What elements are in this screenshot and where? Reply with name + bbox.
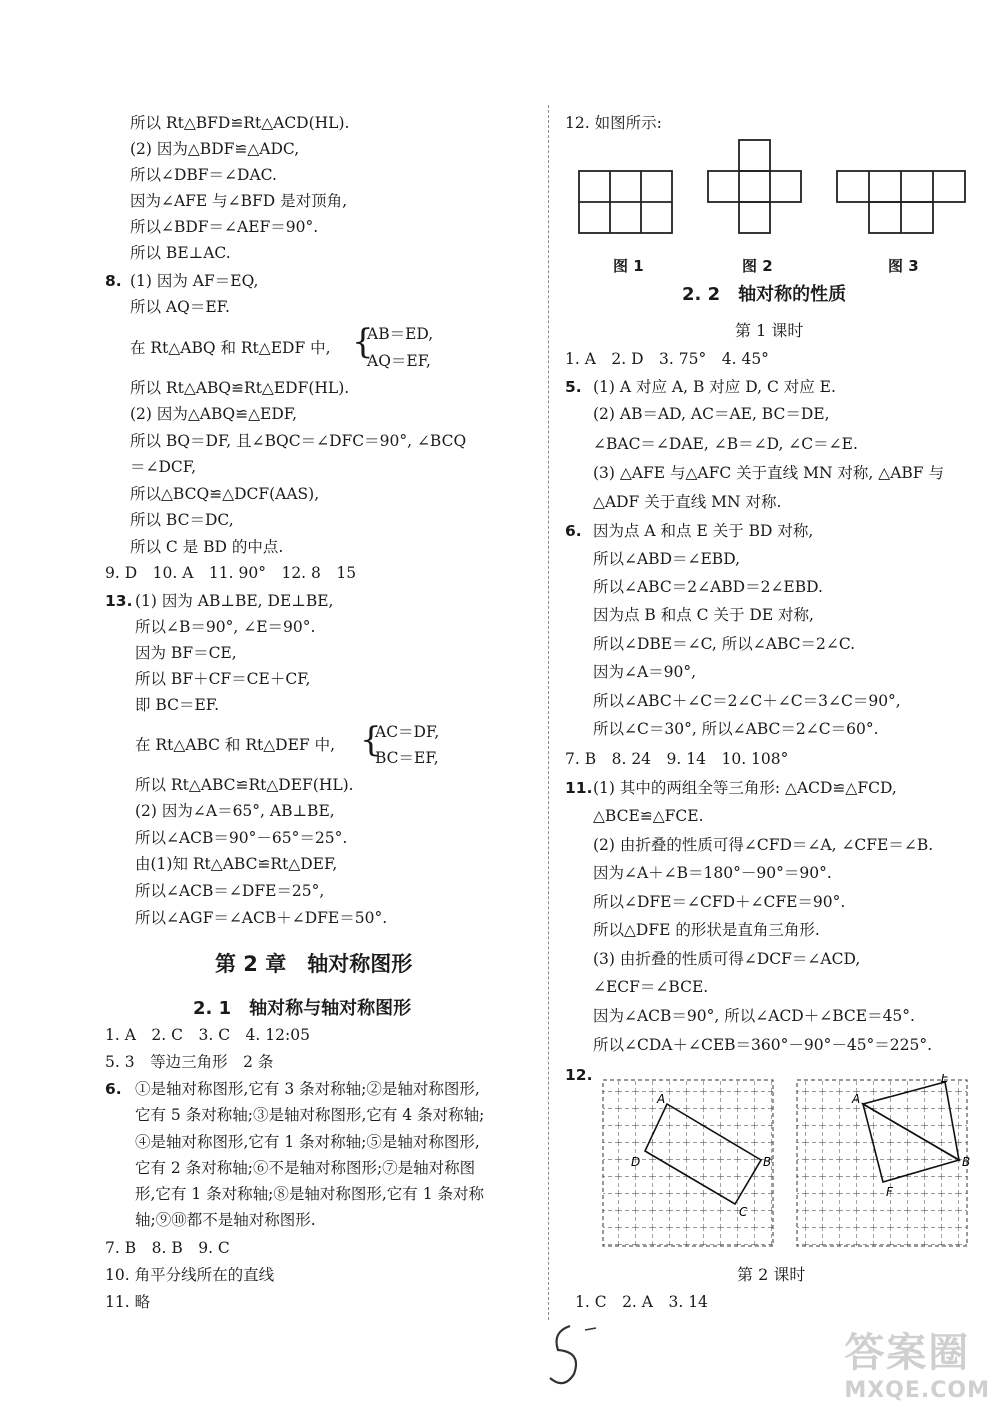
text-line: 所以∠ABC＝2∠ABD＝2∠EBD.: [593, 578, 823, 596]
answer-line: 9. D 10. A 11. 90° 12. 8 15: [105, 564, 357, 582]
text-line: 所以 BQ＝DF, 且∠BQC＝∠DFC＝90°, ∠BCQ: [130, 432, 467, 450]
text-line: ∠ECF＝∠BCE.: [593, 978, 709, 996]
text-line: 所以∠ACB＝∠DFE＝25°,: [135, 882, 325, 900]
text-line: (2) 由折叠的性质可得∠CFD＝∠A, ∠CFE＝∠B.: [593, 836, 934, 854]
text-line: (2) 因为∠A＝65°, AB⊥BE,: [135, 802, 335, 820]
net-figure-3: [837, 171, 965, 233]
text-line: 因为 BF＝CE,: [135, 644, 237, 662]
question-number: 5.: [565, 378, 582, 396]
point-label: A: [657, 1092, 666, 1106]
net-figure-1: [579, 171, 672, 233]
text-line: △BCE≌△FCE.: [593, 807, 704, 825]
answer-line: 1. A 2. C 3. C 4. 12:05: [105, 1026, 310, 1044]
text-line: ∠BAC＝∠DAE, ∠B＝∠D, ∠C＝∠E.: [593, 435, 858, 453]
answer-line: 1. A 2. D 3. 75° 4. 45°: [565, 350, 769, 368]
net-figure-2: [708, 140, 801, 233]
question-number: 6.: [105, 1080, 122, 1098]
text-line: 由(1)知 Rt△ABC≌Rt△DEF,: [135, 855, 338, 873]
text-line: AQ＝EF,: [367, 352, 431, 370]
question-number: 11.: [565, 779, 593, 797]
grid-panel-right: [797, 1074, 970, 1246]
section-title: 2. 1 轴对称与轴对称图形: [193, 998, 412, 1019]
brace-symbol: {: [360, 720, 382, 760]
text-line: 所以∠BDF＝∠AEF＝90°.: [130, 218, 319, 236]
figure-label: 图 2: [742, 257, 773, 275]
question-number: 12.: [565, 1066, 593, 1084]
text-line: 所以 C 是 BD 的中点.: [130, 538, 284, 556]
answer-line: 7. B 8. 24 9. 14 10. 108°: [565, 750, 789, 768]
point-label: E: [941, 1074, 949, 1085]
brace-symbol: {: [352, 322, 374, 362]
answer-line: 5. 3 等边三角形 2 条: [105, 1053, 274, 1071]
text-line: 所以 AQ＝EF.: [130, 298, 230, 316]
net-figures: [575, 138, 985, 242]
text-line: (2) AB＝AD, AC＝AE, BC＝DE,: [593, 405, 830, 423]
text-line: 所以∠B＝90°, ∠E＝90°.: [135, 618, 316, 636]
text-line: 所以 BC＝DC,: [130, 511, 234, 529]
text-line: 因为∠A＋∠B＝180°－90°＝90°.: [593, 864, 832, 882]
text-line: 所以∠ABC＋∠C＝2∠C＋∠C＝3∠C＝90°,: [593, 692, 901, 710]
text-line: 形,它有 1 条对称轴;⑧是轴对称图形,它有 1 条对称: [135, 1185, 485, 1203]
text-line: 轴;⑨⑩都不是轴对称图形.: [135, 1211, 316, 1229]
text-line: 它有 5 条对称轴;③是轴对称图形,它有 4 条对称轴;: [135, 1106, 485, 1124]
text-line: 因为∠ACB＝90°, 所以∠ACD＋∠BCE＝45°.: [593, 1007, 915, 1025]
text-line: 在 Rt△ABQ 和 Rt△EDF 中,: [130, 339, 331, 357]
text-line: ④是轴对称图形,它有 1 条对称轴;⑤是轴对称图形,: [135, 1133, 480, 1151]
text-line: 即 BC＝EF.: [135, 696, 220, 714]
grid-panel-left: [603, 1080, 773, 1246]
text-line: 所以∠ACB＝90°－65°＝25°.: [135, 829, 348, 847]
answer-line: 7. B 8. B 9. C: [105, 1239, 230, 1257]
text-line: 所以∠AGF＝∠ACB＋∠DFE＝50°.: [135, 909, 388, 927]
text-line: (2) 因为△ABQ≌△EDF,: [130, 405, 298, 423]
text-line: (1) 因为 AF＝EQ,: [130, 272, 259, 290]
handwritten-mark: [530, 1318, 620, 1398]
text-line: 因为∠AFE 与∠BFD 是对顶角,: [130, 192, 348, 210]
grid-figures: [601, 1074, 983, 1249]
text-line: 所以∠C＝30°, 所以∠ABC＝2∠C＝60°.: [593, 720, 879, 738]
text-line: 所以 BF＋CF＝CE＋CF,: [135, 670, 311, 688]
point-label: D: [631, 1155, 641, 1169]
question-number: 13.: [105, 592, 133, 610]
text-line: 所以∠CDA＋∠CEB＝360°－90°－45°＝225°.: [593, 1036, 933, 1054]
text-line: △ADF 关于直线 MN 对称.: [593, 493, 782, 511]
text-line: 所以 Rt△BFD≌Rt△ACD(HL).: [130, 114, 350, 132]
text-line: 因为∠A＝90°,: [593, 663, 697, 681]
text-line: 所以△BCQ≌△DCF(AAS),: [130, 485, 320, 503]
text-line: 在 Rt△ABC 和 Rt△DEF 中,: [135, 736, 336, 754]
text-line: 所以 Rt△ABC≌Rt△DEF(HL).: [135, 776, 354, 794]
text-line: 所以∠ABD＝∠EBD,: [593, 550, 740, 568]
text-line: 所以∠DBE＝∠C, 所以∠ABC＝2∠C.: [593, 635, 856, 653]
point-label: A: [852, 1092, 861, 1106]
text-line: (2) 因为△BDF≌△ADC,: [130, 140, 300, 158]
text-line: 所以 BE⊥AC.: [130, 244, 231, 262]
watermark-logo: 答案圈 MXQE.COM: [844, 1330, 990, 1403]
column-divider: [548, 105, 549, 1320]
text-line: (1) A 对应 A, B 对应 D, C 对应 E.: [593, 378, 836, 396]
text-line: 它有 2 条对称轴;⑥不是轴对称图形;⑦是轴对称图: [135, 1159, 476, 1177]
text-line: 所以∠DFE＝∠CFD＋∠CFE＝90°.: [593, 893, 846, 911]
point-label: F: [886, 1185, 893, 1199]
text-line: 所以 Rt△ABQ≌Rt△EDF(HL).: [130, 379, 350, 397]
lesson-title: 第 1 课时: [735, 321, 804, 340]
point-label: B: [962, 1155, 971, 1169]
text-line: AB＝ED,: [367, 325, 434, 343]
text-line: 所以∠DBF＝∠DAC.: [130, 166, 277, 184]
answer-line: 11. 略: [105, 1293, 151, 1311]
text-line: (3) 由折叠的性质可得∠DCF＝∠ACD,: [593, 950, 861, 968]
text-line: (3) △AFE 与△AFC 关于直线 MN 对称, △ABF 与: [593, 464, 944, 482]
text-line: ①是轴对称图形,它有 3 条对称轴;②是轴对称图形,: [135, 1080, 480, 1098]
text-line: ＝∠DCF,: [130, 458, 197, 476]
figure-label: 图 1: [613, 257, 644, 275]
text-line: (1) 因为 AB⊥BE, DE⊥BE,: [135, 592, 334, 610]
figure-label: 图 3: [888, 257, 919, 275]
text-line: AC＝DF,: [375, 723, 440, 741]
text-line: 所以△DFE 的形状是直角三角形.: [593, 921, 820, 939]
lesson-title: 第 2 课时: [737, 1265, 806, 1284]
text-line: (1) 其中的两组全等三角形: △ACD≌△FCD,: [593, 779, 897, 797]
text-line: 因为点 B 和点 C 关于 DE 对称,: [593, 606, 814, 624]
answer-line: 10. 角平分线所在的直线: [105, 1266, 275, 1284]
answer-line: 1. C 2. A 3. 14: [575, 1293, 708, 1311]
text-line: 因为点 A 和点 E 关于 BD 对称,: [593, 522, 814, 540]
answer-line: 12. 如图所示:: [565, 114, 662, 132]
point-label: B: [763, 1155, 772, 1169]
section-title: 2. 2 轴对称的性质: [682, 284, 847, 305]
text-line: BC＝EF,: [375, 749, 439, 767]
point-label: C: [739, 1205, 748, 1219]
chapter-title: 第 2 章 轴对称图形: [215, 952, 413, 976]
question-number: 6.: [565, 522, 582, 540]
question-number: 8.: [105, 272, 122, 290]
